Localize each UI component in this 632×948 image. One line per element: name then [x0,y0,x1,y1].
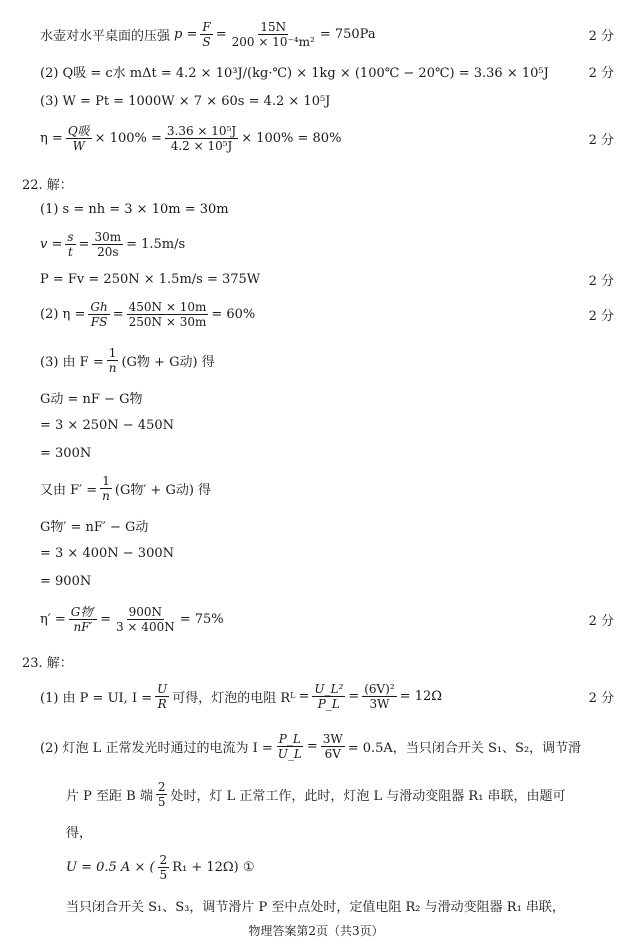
pressure-symbol: p = [174,26,198,42]
fraction-one-over-n [107,346,119,375]
resistance-middle: 可得，灯泡的电阻 R [172,690,291,706]
page-footer: 物理答案第2页（共3页） [248,924,384,938]
q21-pressure-line [0,18,632,50]
score-label: 2 分 [588,613,614,629]
equals-sign: = [348,688,360,704]
fraction-denominator: t [68,244,73,259]
equals-sign: = [298,688,310,704]
pressure-result: = 750Pa [319,26,376,42]
fraction-numerator: U [157,681,168,696]
score-label: 2 分 [588,690,614,706]
current-suffix: = 0.5A，当只闭合开关 S₁、S₂，调节滑 [347,740,582,756]
fraction-denominator: nF′ [73,619,93,634]
fraction-u-over-r [155,682,169,711]
fraction-numerator: 450N × 10m [128,299,207,314]
equals-sign: = [112,306,124,322]
fraction-numerator: (6V)² [364,681,395,696]
force-prime-prefix: 又由 F′ = [40,482,98,498]
work-equation: (3) W = Pt = 1000W × 7 × 60s = 4.2 × 10⁵J [40,93,331,109]
g-wu-equation: G物′ = nF′ − G动 [40,519,149,535]
q21-efficiency-line [0,120,632,156]
fraction-denominator: 250N × 30m [128,314,207,329]
g-dong-result: = 300N [40,445,92,461]
eta-symbol: (2) η = [40,306,86,322]
de-text: 得， [66,825,93,841]
score-label: 2 分 [588,132,614,148]
force-formula-suffix: (G物 + G动) 得 [121,354,215,370]
fraction-numerator: 15N [260,19,287,34]
q22-velocity-line [0,226,632,262]
q23-resistance-line: (1) 由 P = UI, I = $\frac{U}{R}$ 可得，灯泡的电阻 R L = $\frac{\text{U\_L²}}{P\_L}$ = $\frac{\text{(6V)²}}{3W}$ = 12Ω 2 分 [40,681,614,711]
score-label: 2 分 [588,308,614,324]
fraction-numerator: 3W [322,731,343,746]
fraction-denominator: 20s [97,244,119,259]
q22-gdong-result-line [0,442,632,464]
fraction-numerator: 900N [128,604,163,619]
fraction-resistance-values [362,682,396,711]
score-label: 2 分 [588,273,614,289]
q22-gdong-calc-line [0,414,632,436]
eta-prime-symbol: η′ = [40,611,66,627]
fraction-f-over-s [200,20,212,49]
times-percent: × 100% = [94,130,162,146]
fraction-eta-prime-values [114,605,177,634]
resistance-prefix: (1) 由 P = UI, I = [40,690,153,706]
fraction-energy-values [165,124,238,153]
q23-heading [0,650,632,672]
question-number: 23. 解： [22,655,73,671]
q22-eta-prime-line [0,600,632,638]
fraction-q-over-w [66,124,92,153]
q22-force-formula-line [0,342,632,378]
equation-one-suffix: R₁ + 12Ω) ① [172,859,255,875]
q23-midpoint-line [0,894,632,916]
q23-slider-line [0,776,632,812]
velocity-result: = 1.5m/s [126,236,186,252]
fraction-numerator: 2 [159,852,168,867]
current-prefix: (2) 灯泡 L 正常发光时通过的电流为 I = [40,740,273,756]
equals-sign: = [78,236,90,252]
q22-gwu-calc-line [0,542,632,564]
fraction-gh-over-fs [88,300,109,329]
fraction-numerator: 1 [102,473,110,488]
fraction-s-over-t [65,230,75,259]
score-label: 2 分 [588,28,614,44]
fraction-numerator: F [202,19,211,34]
equals-sign: = [215,26,227,42]
q22-heading [0,172,632,194]
q21-heat-line [0,60,632,82]
fraction-numerator: U_L² [314,681,344,696]
resistance-result: = 12Ω [399,688,443,704]
g-wu-result: = 900N [40,573,92,589]
q22-gwu-line [0,514,632,536]
fraction-p-over-u [276,732,304,761]
slider-prefix: 片 P 至距 B 端 [66,788,153,804]
g-dong-equation: G动 = nF − G物 [40,391,143,407]
slider-suffix: 处时，灯 L 正常工作，此时，灯泡 L 与滑动变阻器 R₁ 串联，由题可 [170,788,566,804]
fraction-denominator: 4.2 × 10⁵J [170,138,233,153]
fraction-denominator: n [102,488,110,503]
fraction-numerator: 3.36 × 10⁵J [166,123,237,138]
fraction-g-over-nf [69,605,97,634]
q23-equation-one-line [0,848,632,886]
fraction-two-fifths [158,853,170,882]
force-prime-suffix: (G物′ + G动) 得 [114,482,212,498]
fraction-efficiency-values [127,300,209,329]
fraction-numerator: G物′ [70,604,96,619]
fraction-numerator: 30m [94,229,122,244]
fraction-numerator: 1 [108,345,117,360]
q22-gwu-result-line [0,570,632,592]
eta-prime-result: = 75% [179,611,224,627]
equals-sign: = [100,611,111,627]
g-wu-calculation: = 3 × 400N − 300N [40,545,174,561]
fraction-one-over-n [100,474,112,503]
fraction-velocity-values [92,230,123,259]
q23-de-line [0,820,632,842]
fraction-current-values [321,732,345,761]
distance-equation: (1) s = nh = 3 × 10m = 30m [40,201,229,217]
fraction-denominator: 5 [157,794,166,809]
fraction-numerator: Gh [90,299,108,314]
equation-one-prefix: U = 0.5 A × ( [66,859,155,875]
fraction-denominator: 200 × 10⁻⁴m² [231,34,315,49]
fraction-denominator: 3W [369,696,390,711]
score-label: 2 分 [588,65,614,81]
q21-work-line [0,90,632,112]
g-dong-calculation: = 3 × 250N − 450N [40,417,174,433]
eta-symbol: η = [40,130,63,146]
heat-equation: (2) Q吸 = c水 mΔt = 4.2 × 10³J/(kg·℃) × 1kg × (100℃ − 20℃) = 3.36 × 10⁵J [40,65,549,81]
fraction-numerator: s [67,229,74,244]
fraction-denominator: R [157,696,167,711]
fraction-denominator: 5 [159,867,168,882]
fraction-denominator: n [108,360,117,375]
q22-efficiency-line [0,296,632,332]
fraction-numerator: 2 [157,779,166,794]
fraction-denominator: 3 × 400N [115,619,175,634]
force-formula-prefix: (3) 由 F = [40,354,104,370]
fraction-pressure-values [230,20,317,49]
fraction-denominator: P_L [317,696,340,711]
fraction-denominator: 6V [324,746,341,761]
midpoint-text: 当只闭合开关 S₁、S₃，调节滑片 P 至中点处时，定值电阻 R₂ 与滑动变阻器 R₁ 串联， [66,899,565,915]
efficiency-result: × 100% = 80% [241,130,342,146]
q22-gdong-line [0,386,632,408]
fraction-numerator: P_L [278,731,301,746]
fraction-denominator: FS [90,314,108,329]
q22-distance-line [0,198,632,220]
fraction-two-fifths [156,780,168,809]
fraction-denominator: W [72,138,85,153]
efficiency-result: = 60% [211,306,256,322]
question-number: 22. 解： [22,177,73,193]
q23-current-line [0,726,632,766]
fraction-u2-over-p [312,682,345,711]
q22-power-line [0,268,632,290]
fraction-numerator: Q吸 [67,123,90,138]
pressure-text: 水壶对水平桌面的压强 [40,28,171,44]
equals-sign: = [306,738,318,754]
fraction-denominator: U_L [277,746,302,761]
velocity-symbol: v = [40,236,63,252]
power-equation: P = Fv = 250N × 1.5m/s = 375W [40,271,261,287]
fraction-denominator: S [202,34,211,49]
q22-force-prime-line [0,470,632,506]
